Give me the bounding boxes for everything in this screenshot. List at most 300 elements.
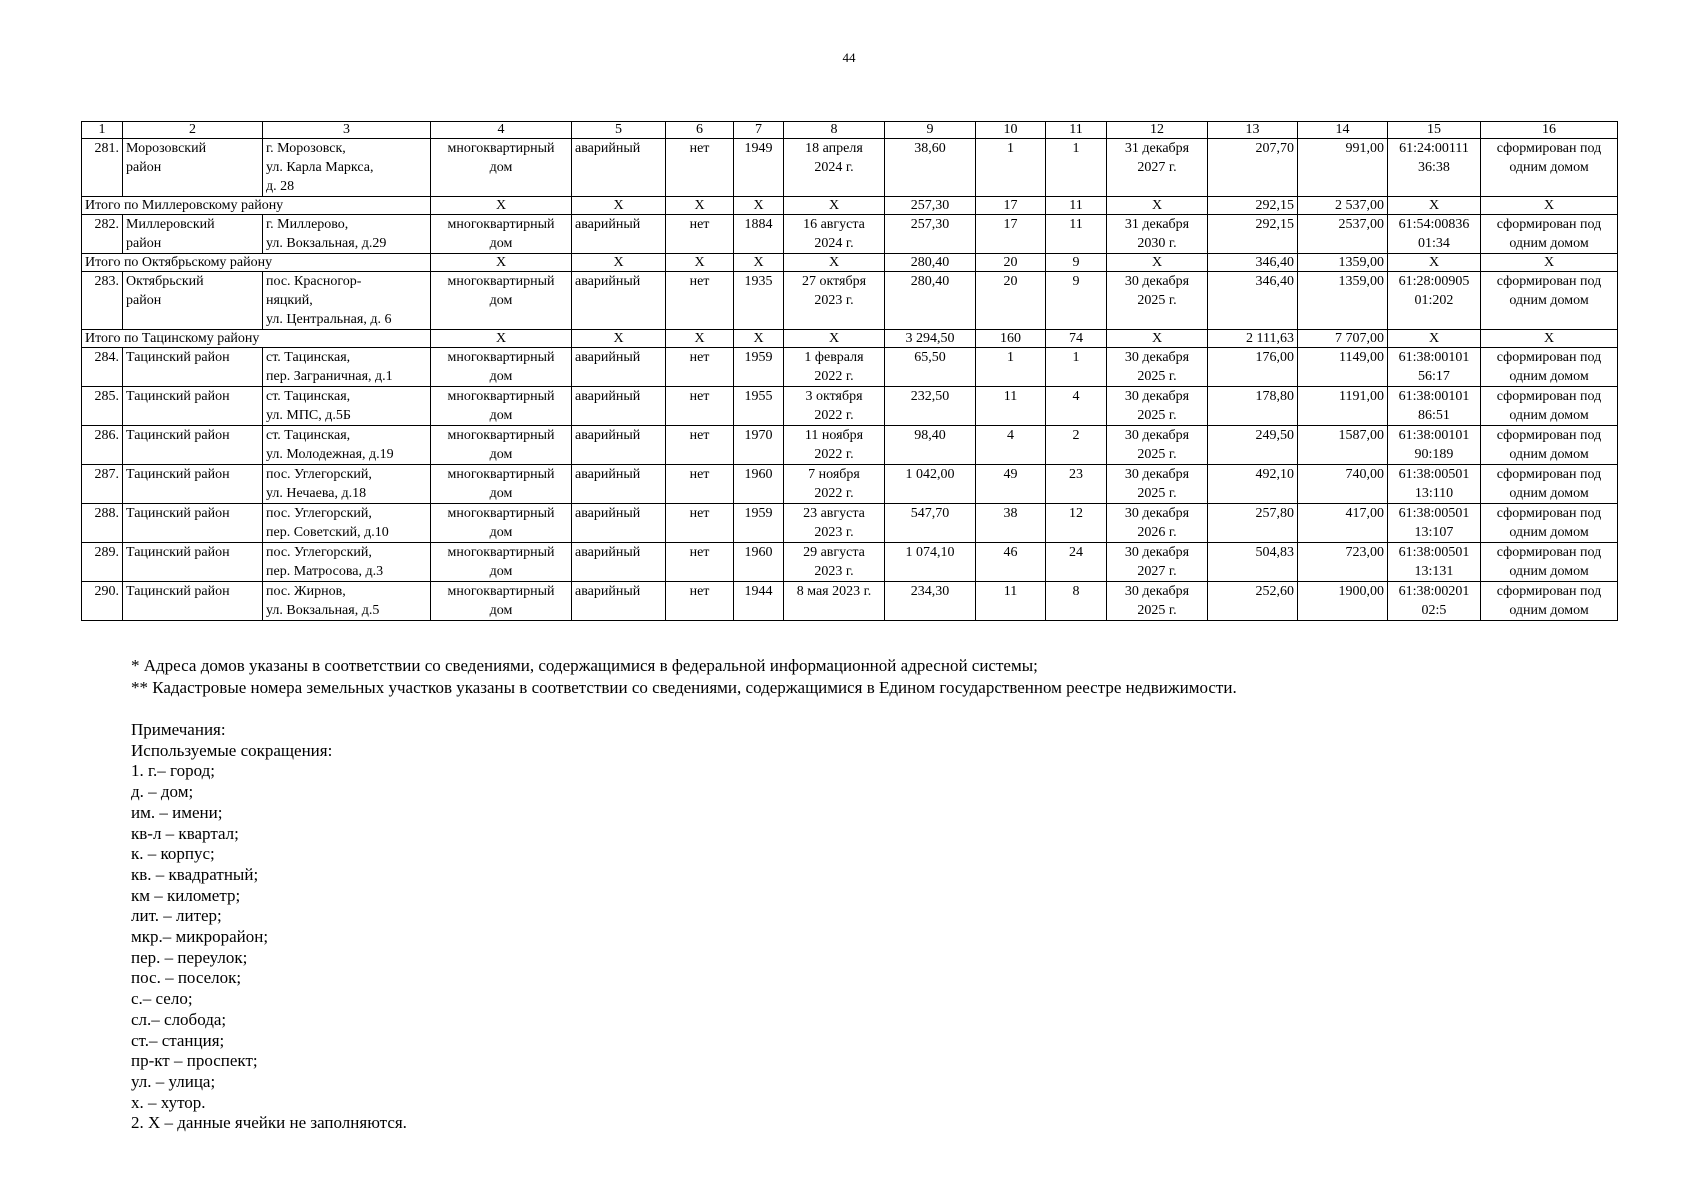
total-value: 2 111,63: [1208, 330, 1298, 348]
total-value: 3 294,50: [885, 330, 976, 348]
total-value: X: [1388, 330, 1481, 348]
building-type-cell: [431, 387, 572, 426]
total-value: X: [666, 330, 734, 348]
land-status-cell: [1481, 465, 1618, 504]
land-status-cell-line: сформирован под: [1496, 217, 1602, 232]
address-cell: [263, 139, 431, 197]
land-status-cell-line: сформирован под: [1496, 274, 1602, 289]
address-cell-line: ул. Нечаева, д.18: [266, 486, 367, 501]
address-cell-line: пос. Углегорский,: [266, 545, 372, 560]
abbreviation-item: лит. – литер;: [131, 906, 222, 926]
abbreviation-item: кв. – квадратный;: [131, 864, 259, 884]
district-cell-line: Морозовский: [126, 141, 207, 156]
deadline-cell-line: 2025 г.: [1137, 603, 1177, 618]
emergency-cell: нет: [666, 465, 734, 504]
recognition-date-cell-line: 2023 г.: [814, 525, 854, 540]
district-cell: [123, 387, 263, 426]
condition-cell: аварийный: [572, 543, 666, 582]
residents-cell: 11: [976, 582, 1046, 621]
address-cell: [263, 465, 431, 504]
district-cell-line: Тацинский район: [126, 506, 230, 521]
column-number: 2: [123, 122, 263, 139]
recognition-date-cell-line: 2023 г.: [814, 564, 854, 579]
recognition-date-cell-line: 2022 г.: [814, 447, 854, 462]
abbreviations-heading: Используемые сокращения:: [131, 740, 333, 760]
recognition-date-cell-line: 23 августа: [803, 506, 865, 521]
address-cell: [263, 387, 431, 426]
cadastral-number-cell: [1388, 465, 1481, 504]
district-cell: [123, 543, 263, 582]
building-type-cell: [431, 348, 572, 387]
district-cell-line: Миллеровский: [126, 217, 215, 232]
land-status-cell: [1481, 272, 1618, 330]
cost-cell: 1359,00: [1298, 272, 1388, 330]
condition-cell: аварийный: [572, 272, 666, 330]
district-total-row: [82, 197, 1618, 215]
footnotes: [131, 655, 1237, 699]
total-value: 280,40: [885, 254, 976, 272]
address-cell-line: ст. Тацинская,: [266, 350, 351, 365]
row-number: 284.: [82, 348, 123, 387]
address-cell-line: ул. МПС, д.5Б: [266, 408, 351, 423]
table-row: [82, 426, 1618, 465]
address-cell-line: ул. Центральная, д. 6: [266, 312, 392, 327]
cost-cell: 1587,00: [1298, 426, 1388, 465]
district-cell-line: район: [126, 160, 162, 175]
cost-cell: 1900,00: [1298, 582, 1388, 621]
total-value: X: [572, 330, 666, 348]
cadastral-number-cell-line: 13:107: [1414, 525, 1454, 540]
row-number: 283.: [82, 272, 123, 330]
total-value: X: [784, 197, 885, 215]
deadline-cell: [1107, 348, 1208, 387]
cost-cell: 740,00: [1298, 465, 1388, 504]
year-cell: 1960: [734, 543, 784, 582]
year-cell: 1949: [734, 139, 784, 197]
address-cell-line: ул. Молодежная, д.19: [266, 447, 394, 462]
deadline-cell-line: 30 декабря: [1124, 389, 1190, 404]
land-status-cell-line: одним домом: [1509, 408, 1589, 423]
land-status-cell-line: одним домом: [1509, 293, 1589, 308]
cadastral-number-cell: [1388, 139, 1481, 197]
year-cell: 1935: [734, 272, 784, 330]
table-row: [82, 543, 1618, 582]
deadline-cell: [1107, 504, 1208, 543]
row-number: 287.: [82, 465, 123, 504]
residents-cell: 1: [976, 139, 1046, 197]
column-number: 8: [784, 122, 885, 139]
abbreviation-item: 1. г.– город;: [131, 761, 215, 781]
page-number: 44: [842, 50, 856, 65]
cadastral-number-cell: [1388, 387, 1481, 426]
abbreviation-item: ул. – улица;: [131, 1071, 216, 1091]
land-status-cell: [1481, 582, 1618, 621]
land-status-cell-line: сформирован под: [1496, 467, 1602, 482]
land-area-cell: 292,15: [1208, 215, 1298, 254]
recognition-date-cell-line: 7 ноября: [808, 467, 860, 482]
area-cell: 280,40: [885, 272, 976, 330]
deadline-cell-line: 30 декабря: [1124, 467, 1190, 482]
area-cell: 1 042,00: [885, 465, 976, 504]
building-type-cell-line: многоквартирный: [447, 545, 555, 560]
building-type-cell-line: дом: [489, 447, 513, 462]
cadastral-number-cell-line: 61:38:00501: [1398, 506, 1470, 521]
cadastral-number-cell-line: 61:38:00101: [1398, 389, 1470, 404]
recognition-date-cell-line: 27 октября: [801, 274, 867, 289]
deadline-cell-line: 31 декабря: [1124, 141, 1190, 156]
row-number: 281.: [82, 139, 123, 197]
land-status-cell: [1481, 139, 1618, 197]
building-type-cell: [431, 543, 572, 582]
residents-cell: 20: [976, 272, 1046, 330]
row-number: 288.: [82, 504, 123, 543]
land-area-cell: 207,70: [1208, 139, 1298, 197]
total-value: 1359,00: [1298, 254, 1388, 272]
rooms-cell: 24: [1046, 543, 1107, 582]
column-number-row: [82, 122, 1618, 139]
recognition-date-cell-line: 3 октября: [805, 389, 863, 404]
recognition-date-cell: [784, 582, 885, 621]
residents-cell: 11: [976, 387, 1046, 426]
building-type-cell-line: дом: [489, 293, 513, 308]
address-cell: [263, 215, 431, 254]
column-number: 16: [1481, 122, 1618, 139]
abbreviations-list: [131, 761, 407, 1134]
recognition-date-cell: [784, 139, 885, 197]
address-cell-line: ст. Тацинская,: [266, 389, 351, 404]
district-cell: [123, 582, 263, 621]
abbreviation-item: мкр.– микрорайон;: [131, 927, 269, 947]
land-status-cell-line: одним домом: [1509, 160, 1589, 175]
land-area-cell: 492,10: [1208, 465, 1298, 504]
building-type-cell-line: многоквартирный: [447, 467, 555, 482]
area-cell: 234,30: [885, 582, 976, 621]
land-status-cell-line: сформирован под: [1496, 545, 1602, 560]
total-value: 11: [1046, 197, 1107, 215]
rooms-cell: 9: [1046, 272, 1107, 330]
condition-cell: аварийный: [572, 387, 666, 426]
building-type-cell: [431, 139, 572, 197]
land-status-cell-line: одним домом: [1509, 236, 1589, 251]
cadastral-number-cell-line: 01:202: [1414, 293, 1454, 308]
year-cell: 1884: [734, 215, 784, 254]
total-value: 74: [1046, 330, 1107, 348]
district-total-row: [82, 254, 1618, 272]
column-number: 13: [1208, 122, 1298, 139]
land-status-cell-line: одним домом: [1509, 525, 1589, 540]
emergency-cell: нет: [666, 543, 734, 582]
cadastral-number-cell-line: 13:110: [1414, 486, 1454, 501]
land-area-cell: 178,80: [1208, 387, 1298, 426]
building-type-cell-line: дом: [489, 369, 513, 384]
land-status-cell-line: сформирован под: [1496, 350, 1602, 365]
district-cell-line: район: [126, 293, 162, 308]
district-cell-line: Тацинский район: [126, 428, 230, 443]
land-status-cell-line: одним домом: [1509, 603, 1589, 618]
address-cell: [263, 504, 431, 543]
rooms-cell: 23: [1046, 465, 1107, 504]
deadline-cell-line: 30 декабря: [1124, 584, 1190, 599]
table-row: [82, 582, 1618, 621]
residents-cell: 1: [976, 348, 1046, 387]
column-number: 12: [1107, 122, 1208, 139]
row-number: 289.: [82, 543, 123, 582]
address-cell-line: няцкий,: [266, 293, 313, 308]
land-area-cell: 249,50: [1208, 426, 1298, 465]
total-value: X: [734, 254, 784, 272]
building-type-cell-line: многоквартирный: [447, 389, 555, 404]
land-area-cell: 346,40: [1208, 272, 1298, 330]
building-type-cell-line: многоквартирный: [447, 217, 555, 232]
abbreviation-item: ст.– станция;: [131, 1030, 225, 1050]
district-cell-line: Тацинский район: [126, 389, 230, 404]
address-cell-line: ул. Вокзальная, д.5: [266, 603, 380, 618]
address-cell-line: г. Миллерово,: [266, 217, 349, 232]
year-cell: 1944: [734, 582, 784, 621]
address-cell-line: пос. Углегорский,: [266, 506, 372, 521]
column-number: 9: [885, 122, 976, 139]
abbreviation-item: пер. – переулок;: [131, 947, 248, 967]
footnote-address: * Адреса домов указаны в соответствии со сведениями, содержащимися в федеральной информационной адресной системы;: [131, 656, 1038, 675]
deadline-cell-line: 2027 г.: [1137, 564, 1177, 579]
building-type-cell-line: дом: [489, 525, 513, 540]
column-number: 11: [1046, 122, 1107, 139]
deadline-cell: [1107, 465, 1208, 504]
building-type-cell: [431, 504, 572, 543]
rooms-cell: 11: [1046, 215, 1107, 254]
building-type-cell-line: многоквартирный: [447, 506, 555, 521]
notes-title: Примечания:: [131, 720, 226, 739]
total-value: X: [572, 254, 666, 272]
total-value: 346,40: [1208, 254, 1298, 272]
abbreviation-item: с.– село;: [131, 989, 193, 1009]
emergency-cell: нет: [666, 348, 734, 387]
recognition-date-cell: [784, 272, 885, 330]
total-value: X: [784, 330, 885, 348]
deadline-cell: [1107, 139, 1208, 197]
deadline-cell-line: 30 декабря: [1124, 506, 1190, 521]
total-value: X: [572, 197, 666, 215]
land-status-cell-line: сформирован под: [1496, 389, 1602, 404]
district-cell: [123, 504, 263, 543]
column-number: 15: [1388, 122, 1481, 139]
cadastral-number-cell-line: 36:38: [1418, 160, 1450, 175]
recognition-date-cell: [784, 348, 885, 387]
rooms-cell: 2: [1046, 426, 1107, 465]
total-value: X: [734, 197, 784, 215]
land-status-cell-line: сформирован под: [1496, 584, 1602, 599]
year-cell: 1970: [734, 426, 784, 465]
table-row: [82, 465, 1618, 504]
cost-cell: 417,00: [1298, 504, 1388, 543]
land-area-cell: 504,83: [1208, 543, 1298, 582]
column-number: 6: [666, 122, 734, 139]
abbreviation-item: х. – хутор.: [131, 1092, 206, 1112]
cadastral-number-cell: [1388, 426, 1481, 465]
recognition-date-cell: [784, 504, 885, 543]
address-cell-line: ул. Вокзальная, д.29: [266, 236, 387, 251]
recognition-date-cell-line: 2022 г.: [814, 408, 854, 423]
deadline-cell-line: 30 декабря: [1124, 428, 1190, 443]
year-cell: 1960: [734, 465, 784, 504]
deadline-cell: [1107, 543, 1208, 582]
condition-cell: аварийный: [572, 504, 666, 543]
cadastral-number-cell: [1388, 348, 1481, 387]
address-cell: [263, 426, 431, 465]
land-status-cell-line: одним домом: [1509, 369, 1589, 384]
cadastral-number-cell: [1388, 504, 1481, 543]
footnote-cadastral: ** Кадастровые номера земельных участков указаны в соответствии со сведениями, содержащимися в Едином государственном реестре недвижимости.: [131, 678, 1237, 697]
land-status-cell: [1481, 215, 1618, 254]
cost-cell: 1191,00: [1298, 387, 1388, 426]
year-cell: 1959: [734, 504, 784, 543]
total-value: X: [1388, 254, 1481, 272]
row-number: 282.: [82, 215, 123, 254]
recognition-date-cell: [784, 426, 885, 465]
cadastral-number-cell-line: 61:54:00836: [1398, 217, 1470, 232]
cadastral-number-cell-line: 61:38:00101: [1398, 428, 1470, 443]
area-cell: 547,70: [885, 504, 976, 543]
total-value: X: [1481, 197, 1618, 215]
total-value: X: [1107, 197, 1208, 215]
cost-cell: 991,00: [1298, 139, 1388, 197]
cadastral-number-cell: [1388, 582, 1481, 621]
residents-cell: 4: [976, 426, 1046, 465]
emergency-cell: нет: [666, 387, 734, 426]
table-row: [82, 348, 1618, 387]
cost-cell: 723,00: [1298, 543, 1388, 582]
recognition-date-cell-line: 8 мая 2023 г.: [796, 584, 872, 599]
address-cell-line: пос. Углегорский,: [266, 467, 372, 482]
deadline-cell-line: 2026 г.: [1137, 525, 1177, 540]
condition-cell: аварийный: [572, 139, 666, 197]
cadastral-number-cell-line: 61:38:00201: [1398, 584, 1470, 599]
district-cell: [123, 465, 263, 504]
table-row: [82, 139, 1618, 197]
residents-cell: 49: [976, 465, 1046, 504]
abbreviation-item: км – километр;: [131, 885, 241, 905]
address-cell-line: пер. Советский, д.10: [266, 525, 389, 540]
cadastral-number-cell-line: 61:28:00905: [1398, 274, 1470, 289]
district-total-row: [82, 330, 1618, 348]
abbreviation-item: кв-л – квартал;: [131, 823, 239, 843]
notes-section: [131, 720, 407, 1134]
area-cell: 98,40: [885, 426, 976, 465]
building-type-cell: [431, 215, 572, 254]
emergency-cell: нет: [666, 272, 734, 330]
deadline-cell-line: 30 декабря: [1124, 545, 1190, 560]
cadastral-number-cell-line: 61:38:00501: [1398, 545, 1470, 560]
area-cell: 38,60: [885, 139, 976, 197]
rooms-cell: 1: [1046, 348, 1107, 387]
cadastral-number-cell-line: 56:17: [1418, 369, 1450, 384]
building-type-cell-line: дом: [489, 603, 513, 618]
land-status-cell: [1481, 348, 1618, 387]
housing-registry-table: [81, 121, 1618, 621]
recognition-date-cell: [784, 465, 885, 504]
row-number: 290.: [82, 582, 123, 621]
recognition-date-cell-line: 18 апреля: [805, 141, 863, 156]
total-value: 160: [976, 330, 1046, 348]
abbreviation-item: им. – имени;: [131, 802, 223, 822]
deadline-cell-line: 2025 г.: [1137, 486, 1177, 501]
total-label: Итого по Октябрьскому району: [82, 254, 431, 272]
total-value: X: [431, 330, 572, 348]
abbreviation-item: сл.– слобода;: [131, 1009, 227, 1029]
land-area-cell: 176,00: [1208, 348, 1298, 387]
recognition-date-cell: [784, 215, 885, 254]
cadastral-number-cell-line: 86:51: [1418, 408, 1450, 423]
recognition-date-cell-line: 2023 г.: [814, 293, 854, 308]
recognition-date-cell-line: 2024 г.: [814, 236, 854, 251]
abbreviation-item: д. – дом;: [131, 782, 194, 802]
address-cell: [263, 582, 431, 621]
deadline-cell-line: 2025 г.: [1137, 447, 1177, 462]
address-cell-line: пос. Красногор-: [266, 274, 362, 289]
total-value: 257,30: [885, 197, 976, 215]
address-cell: [263, 543, 431, 582]
total-value: X: [1107, 330, 1208, 348]
residents-cell: 38: [976, 504, 1046, 543]
total-value: X: [431, 254, 572, 272]
district-cell-line: район: [126, 236, 162, 251]
rooms-cell: 1: [1046, 139, 1107, 197]
address-cell: [263, 272, 431, 330]
cadastral-number-cell-line: 02:5: [1421, 603, 1447, 618]
residents-cell: 17: [976, 215, 1046, 254]
total-label: Итого по Тацинскому району: [82, 330, 431, 348]
condition-cell: аварийный: [572, 582, 666, 621]
total-value: 20: [976, 254, 1046, 272]
table-row: [82, 387, 1618, 426]
total-value: 292,15: [1208, 197, 1298, 215]
building-type-cell: [431, 465, 572, 504]
deadline-cell: [1107, 272, 1208, 330]
district-cell: [123, 426, 263, 465]
cost-cell: 1149,00: [1298, 348, 1388, 387]
address-cell-line: ст. Тацинская,: [266, 428, 351, 443]
land-status-cell-line: одним домом: [1509, 447, 1589, 462]
district-cell-line: Тацинский район: [126, 467, 230, 482]
column-number: 14: [1298, 122, 1388, 139]
building-type-cell-line: дом: [489, 564, 513, 579]
recognition-date-cell-line: 1 февраля: [804, 350, 864, 365]
area-cell: 232,50: [885, 387, 976, 426]
address-cell-line: ул. Карла Маркса,: [266, 160, 374, 175]
recognition-date-cell-line: 11 ноября: [804, 428, 864, 443]
address-cell-line: пер. Матросова, д.3: [266, 564, 384, 579]
deadline-cell-line: 31 декабря: [1124, 217, 1190, 232]
column-number: 3: [263, 122, 431, 139]
total-value: X: [666, 254, 734, 272]
total-value: X: [666, 197, 734, 215]
deadline-cell-line: 2025 г.: [1137, 369, 1177, 384]
land-status-cell: [1481, 543, 1618, 582]
residents-cell: 46: [976, 543, 1046, 582]
table-row: [82, 504, 1618, 543]
cadastral-number-cell-line: 01:34: [1418, 236, 1450, 251]
district-cell: [123, 348, 263, 387]
cadastral-number-cell: [1388, 272, 1481, 330]
rooms-cell: 4: [1046, 387, 1107, 426]
district-cell-line: Октябрьский: [126, 274, 204, 289]
recognition-date-cell-line: 29 августа: [803, 545, 865, 560]
address-cell-line: г. Морозовск,: [266, 141, 346, 156]
cadastral-number-cell: [1388, 543, 1481, 582]
column-number: 10: [976, 122, 1046, 139]
rooms-cell: 12: [1046, 504, 1107, 543]
total-value: X: [1481, 254, 1618, 272]
